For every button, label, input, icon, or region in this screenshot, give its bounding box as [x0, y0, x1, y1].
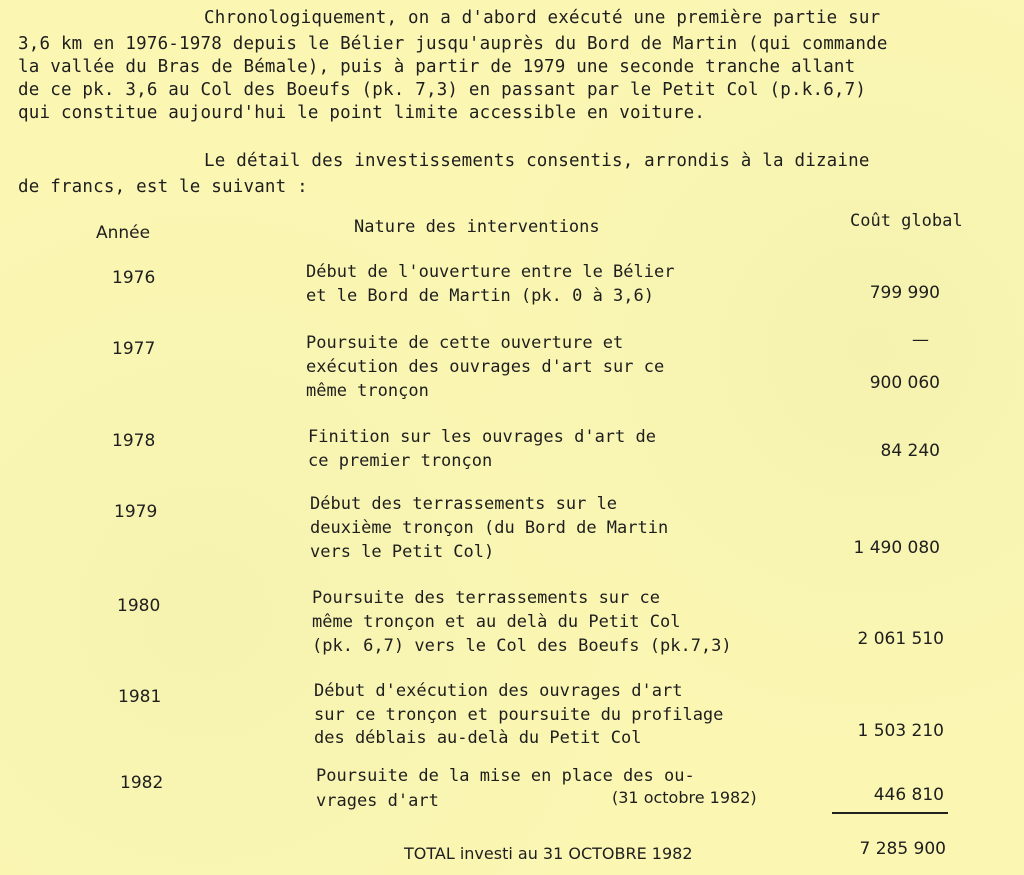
- sum-rule: [832, 812, 948, 814]
- row-description: vers le Petit Col): [310, 542, 495, 562]
- row-description: Début d'exécution des ouvrages d'art: [314, 681, 683, 701]
- row-year: 1981: [118, 687, 162, 707]
- row-year: 1978: [112, 431, 156, 451]
- row-description: Finition sur les ouvrages d'art de: [308, 427, 656, 447]
- row-cost: 1 490 080: [853, 538, 940, 558]
- row-cost: 1 503 210: [857, 721, 944, 741]
- row-description: même tronçon et au delà du Petit Col: [312, 612, 681, 632]
- row-year: 1980: [117, 596, 161, 616]
- row-description: Poursuite de la mise en place des ou-: [316, 766, 695, 786]
- row-cost: 799 990: [869, 283, 940, 303]
- intro-line: Chronologiquement, on a d'abord exécuté une première partie sur: [204, 8, 881, 28]
- row-year: 1979: [114, 502, 158, 522]
- intro-line: 3,6 km en 1976-1978 depuis le Bélier jusqu'auprès du Bord de Martin (qui commande: [18, 34, 888, 54]
- intro-line: qui constitue aujourd'hui le point limite accessible en voiture.: [18, 103, 706, 123]
- row-cost: 84 240: [880, 441, 940, 461]
- total-value: 7 285 900: [859, 839, 946, 859]
- second-para-line: de francs, est le suivant :: [18, 177, 308, 197]
- row-description: ce premier tronçon: [308, 451, 493, 471]
- row-description: deuxième tronçon (du Bord de Martin: [310, 518, 669, 538]
- row-description: même tronçon: [306, 381, 429, 401]
- row-cost: 900 060: [869, 373, 940, 393]
- second-para-line: Le détail des investissements consentis, arrondis à la dizaine: [204, 151, 870, 171]
- header-year: Année: [96, 223, 151, 243]
- total-label: TOTAL investi au 31 OCTOBRE 1982: [404, 844, 693, 863]
- header-cost: Coût global: [850, 211, 963, 231]
- intro-line: de ce pk. 3,6 au Col des Boeufs (pk. 7,3) en passant par le Petit Col (p.k.6,7): [18, 80, 867, 100]
- row-description: et le Bord de Martin (pk. 0 à 3,6): [306, 286, 654, 306]
- row-dash: —: [912, 330, 929, 350]
- row-description: Début des terrassements sur le: [310, 494, 618, 514]
- row-description: Poursuite des terrassements sur ce: [312, 588, 660, 608]
- row-description: (pk. 6,7) vers le Col des Boeufs (pk.7,3): [312, 636, 732, 656]
- row-description: des déblais au-delà du Petit Col: [314, 728, 642, 748]
- row-description: Poursuite de cette ouverture et: [306, 333, 624, 353]
- row-description: vrages d'art: [316, 791, 439, 811]
- row-description: exécution des ouvrages d'art sur ce: [306, 357, 665, 377]
- header-nature: Nature des interventions: [354, 217, 600, 237]
- row-year: 1977: [112, 339, 156, 359]
- row-note-date: (31 octobre 1982): [612, 788, 757, 807]
- row-cost: 446 810: [873, 785, 944, 805]
- row-year: 1976: [112, 268, 156, 288]
- row-description: Début de l'ouverture entre le Bélier: [306, 262, 675, 282]
- row-cost: 2 061 510: [857, 629, 944, 649]
- row-description: sur ce tronçon et poursuite du profilage: [314, 705, 724, 725]
- intro-line: la vallée du Bras de Bémale), puis à partir de 1979 une seconde tranche allant: [18, 57, 856, 77]
- row-year: 1982: [120, 773, 164, 793]
